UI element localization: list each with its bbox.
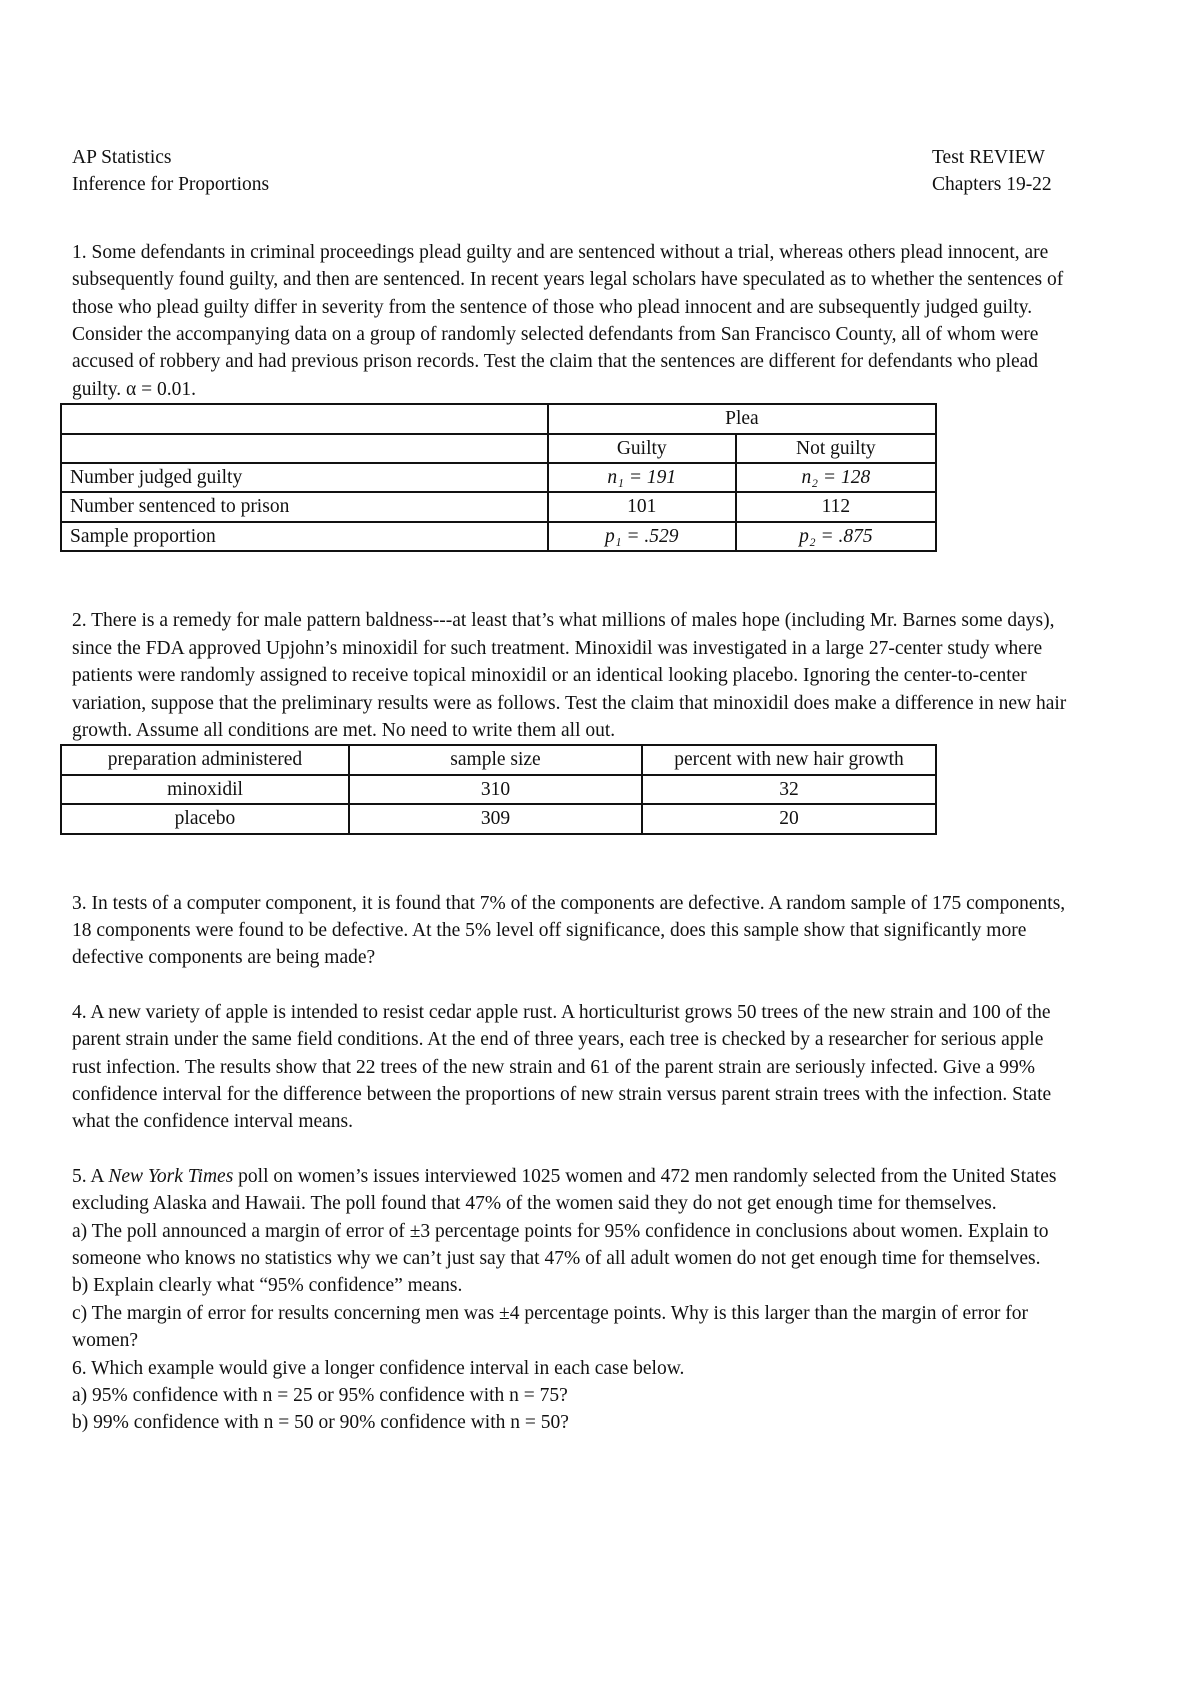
table-row: placebo 309 20 (61, 804, 936, 833)
document-header (72, 144, 1072, 199)
question-5a: a) The poll announced a margin of error of ±3 percentage points for 95% confidence in conclusions about women. Explain to someone who knows no statistics why we can’t just say that 47% of all adult women do not get enough time for themselves. (72, 1220, 1049, 1269)
table-row: minoxidil 310 32 (61, 775, 936, 804)
question-1-text: 1. Some defendants in criminal proceedings plead guilty and are sentenced without a trial, whereas others plead innocent, are subsequently found guilty, and then are sentenced. In recent years legal scholars have speculated as to whether the sentences of those who plead guilty differ in severity from the sentence of those who plead innocent and are subsequently judged guilty. Consider the accompanying data on a group of randomly selected defendants from San Francisco County, all of whom were accused of robbery and had previous prison records. Test the claim that the sentences are different for defendants who plead guilty. α = 0.01. (72, 241, 1064, 400)
question-5-text: 5. A New York Times poll on women’s issues interviewed 1025 women and 472 men randomly selected from the United States excluding Alaska and Hawaii. The poll found that 47% of the women said they do not get enough time for themselves. (72, 1165, 1057, 1215)
plea-header: Plea (548, 404, 936, 433)
topic-title: Inference for Proportions (72, 174, 270, 196)
question-4 (72, 999, 1072, 1136)
question-1-table (60, 403, 937, 552)
newspaper-title: New York Times (108, 1165, 234, 1187)
question-6 (72, 1355, 1072, 1437)
question-2-table: preparation administered sample size percent with new hair growth minoxidil 310 32 placebo 309 20 (60, 744, 937, 834)
test-title: Test REVIEW (932, 147, 1045, 168)
question-3 (72, 890, 1072, 972)
question-6a: a) 95% confidence with n = 25 or 95% confidence with n = 75? (72, 1385, 568, 1407)
table-row: Number judged guilty n₁ = 191 n₂ = 128 (61, 463, 936, 492)
question-2-text: 2. There is a remedy for male pattern baldness---at least that’s what millions of males hope (including Mr. Barnes some days), since the FDA approved Upjohn’s minoxidil for such treatment. Minoxidil was investigated in a large 27-center study where patients were randomly assigned to receive topical minoxidil or an identical looking placebo. Ignoring the center-to-center variation, suppose that the preliminary results were as follows. Test the claim that minoxidil does make a difference in new hair growth. Assume all conditions are met. No need to write them all out. (72, 610, 1067, 741)
document-page (72, 144, 1072, 1437)
question-6-text: 6. Which example would give a longer confidence interval in each case below. (72, 1357, 685, 1379)
question-1 (72, 239, 1072, 552)
table-row: Sample proportion p₁ = .529 p₂ = .875 (61, 522, 936, 551)
table-row: Number sentenced to prison 101 112 (61, 492, 936, 521)
question-2 (72, 607, 1072, 834)
question-4-text: 4. A new variety of apple is intended to resist cedar apple rust. A horticulturist grows 50 trees of the new strain and 100 of the parent strain under the same field conditions. At the end of three years, each tree is checked by a researcher for serious apple rust infection. The results show that 22 trees of the new strain and 61 of the parent strain are seriously infected. Give a 99% confidence interval for the difference between the proportions of new strain versus parent strain trees with the infection. State what the confidence interval means. (72, 1001, 1052, 1133)
question-3-text: 3. In tests of a computer component, it is found that 7% of the components are defective. A random sample of 175 components, 18 components were found to be defective. At the 5% level off significance, does this sample show that significantly more defective components are being made? (72, 892, 1066, 969)
col-not-guilty: Not guilty (736, 434, 936, 463)
chapters-label: Chapters 19-22 (932, 174, 1052, 196)
course-title: AP Statistics (72, 147, 172, 168)
col-guilty: Guilty (548, 434, 736, 463)
question-6b: b) 99% confidence with n = 50 or 90% confidence with n = 50? (72, 1412, 569, 1434)
question-5 (72, 1163, 1072, 1355)
question-5c: c) The margin of error for results concerning men was ±4 percentage points. Why is this larger than the margin of error for women? (72, 1302, 1028, 1352)
question-5b: b) Explain clearly what “95% confidence” means. (72, 1275, 463, 1297)
